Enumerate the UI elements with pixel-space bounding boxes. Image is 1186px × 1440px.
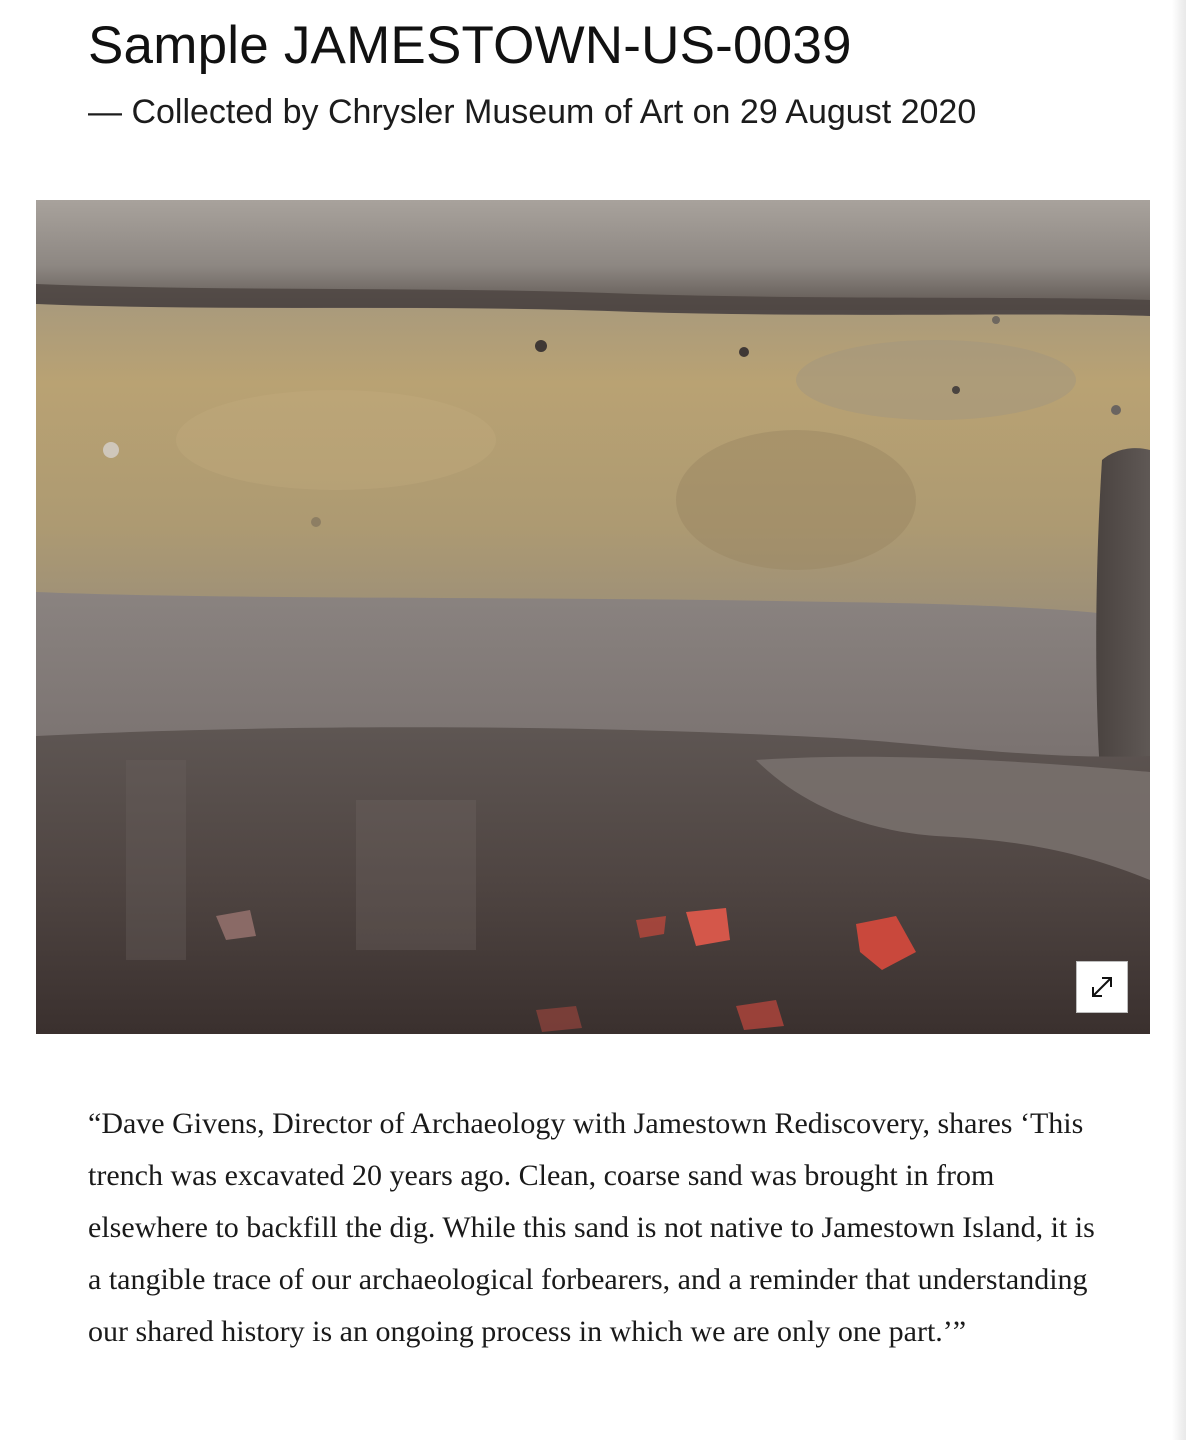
sample-header (88, 14, 1148, 134)
expand-diagonal-arrows-icon (1087, 972, 1117, 1002)
sample-photo (36, 200, 1150, 1034)
collection-subtitle: — Collected by Chrysler Museum of Art on 29 August 2020 (88, 93, 977, 131)
sample-description-quote: “Dave Givens, Director of Archaeology with Jamestown Rediscovery, shares ‘This trench was excavated 20 years ago. Clean, coarse sand was brought in from elsewhere to backfill the dig. While this sand is not native to Jamestown Island, it is a tangible trace of our archaeological forbearers, and a reminder that understanding our shared history is an ongoing process in which we are only one part.’” (88, 1107, 1095, 1348)
expand-image-button[interactable] (1076, 961, 1128, 1013)
page-title: Sample JAMESTOWN-US-0039 (88, 16, 852, 75)
soil-trench-image (36, 200, 1150, 1034)
scrollbar-track[interactable] (1172, 0, 1186, 1440)
